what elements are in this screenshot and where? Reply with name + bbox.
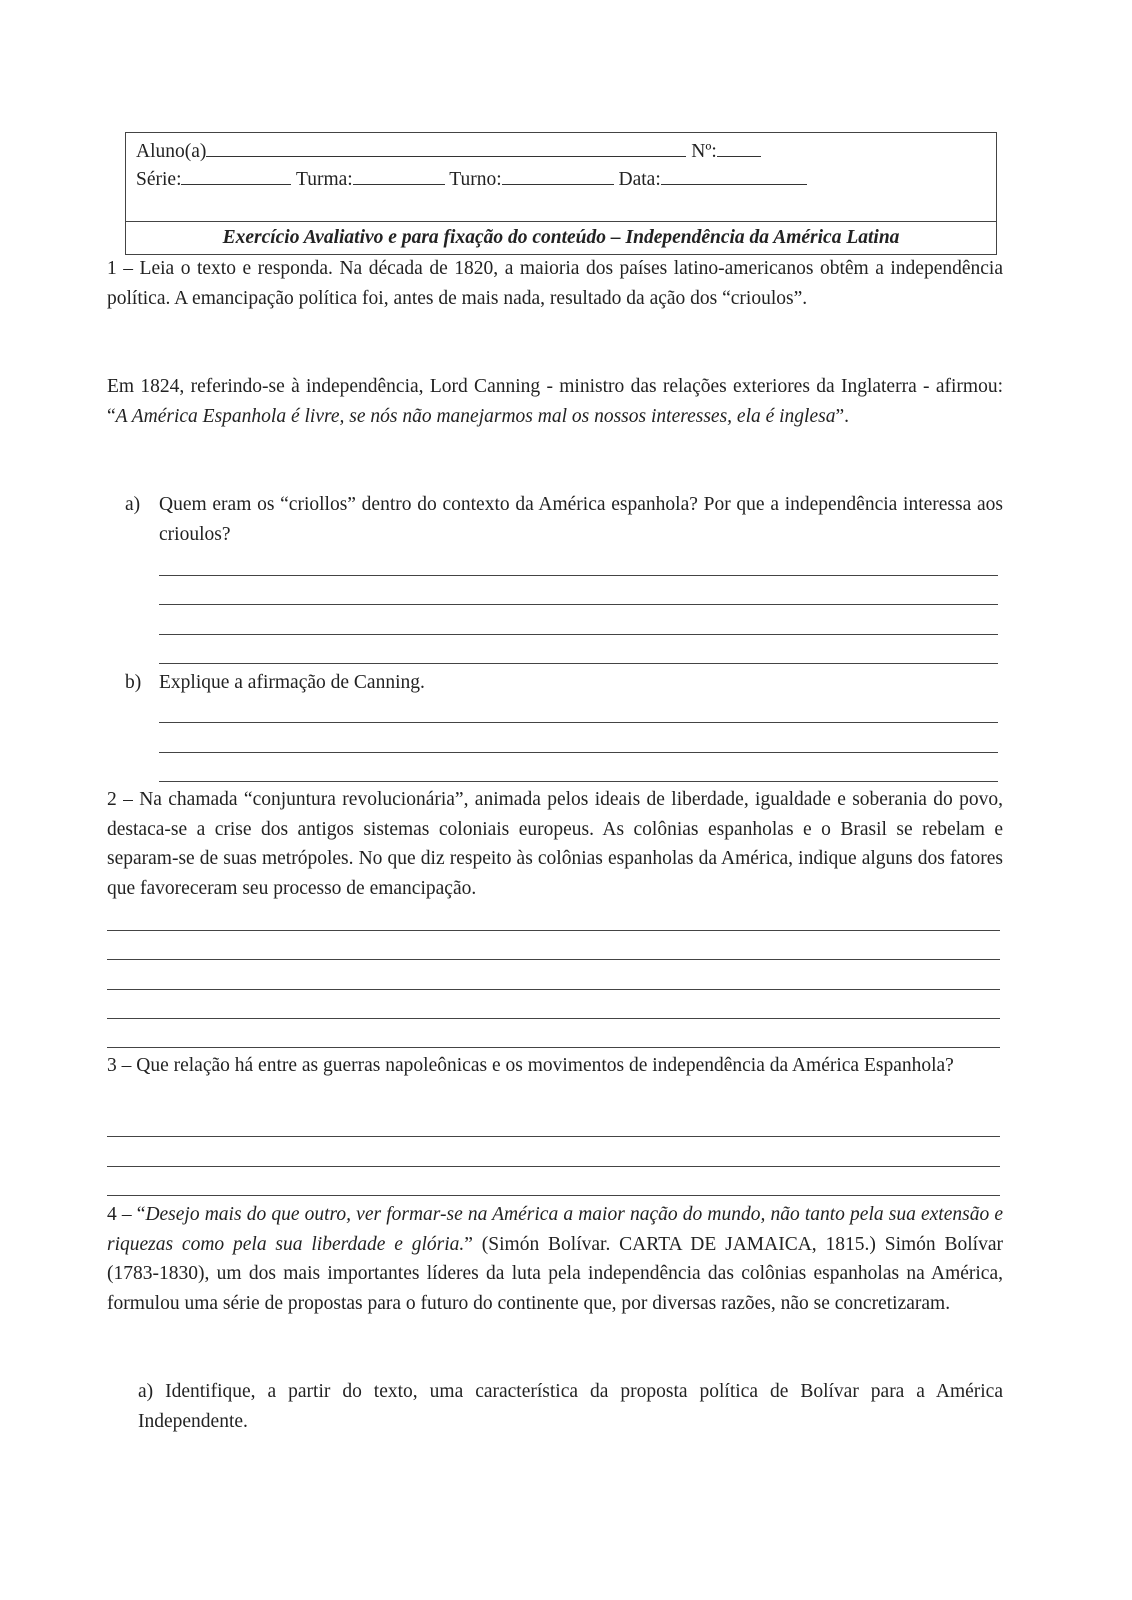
answer-line[interactable] [159,575,998,576]
answer-line[interactable] [159,781,998,782]
class-field[interactable] [353,166,445,185]
q1-context-end: ”. [835,405,850,427]
answer-line[interactable] [107,989,1000,990]
shift-label: Turno: [449,169,502,190]
answer-line[interactable] [107,1047,1000,1048]
class-info-row [136,166,807,192]
date-field[interactable] [661,166,807,185]
q3-text: 3 – Que relação há entre as guerras napoleônicas e os movimentos de independência da América Espanhola? [107,1055,954,1076]
q4-context: ” (Simón Bolívar. CARTA DE JAMAICA, 1815.) Simón Bolívar (1783-1830), um dos mais importantes líderes da luta pela independência das colônias espanholas na América, formulou uma série de propostas para o futuro do continente que, por diversas razões, não se concretizaram. [107,1233,1003,1315]
answer-line[interactable] [159,604,998,605]
answer-line[interactable] [159,722,998,723]
answer-line[interactable] [107,959,1000,960]
q4-text [107,1200,1003,1319]
q4a-text: a) Identifique, a partir do texto, uma característica da proposta política de Bolívar para a América Independente. [138,1381,1003,1432]
q1a-text: Quem eram os “criollos” dentro do contexto da América espanhola? Por que a independência interessa aos crioulos? [159,494,1003,545]
answer-line[interactable] [107,1195,1000,1196]
q4-number: 4 – “ [107,1204,146,1225]
class-label: Turma: [296,169,353,190]
number-field[interactable] [717,138,761,157]
date-label: Data: [618,169,661,190]
q1-intro: 1 – Leia o texto e responda. Na década de 1820, a maioria dos países latino-americanos obtêm a independência política. A emancipação política foi, antes de mais nada, resultado da ação dos “crioulos”. [107,258,1003,309]
q1a-label: a) [125,494,141,515]
answer-line[interactable] [107,1018,1000,1019]
q1b-text: Explique a afirmação de Canning. [159,672,425,693]
answer-line[interactable] [159,752,998,753]
canning-quote: A América Espanhola é livre, se nós não manejarmos mal os nossos interesses, ela é inglesa [115,405,836,427]
answer-line[interactable] [107,930,1000,931]
number-label: Nº: [691,141,717,162]
answer-line[interactable] [107,1136,1000,1137]
q1-context [107,372,1003,431]
page-title: Exercício Avaliativo e para fixação do conteúdo – Independência da América Latina [125,221,997,255]
shift-field[interactable] [502,166,614,185]
student-name-field[interactable] [206,138,686,157]
bolivar-quote: Desejo mais do que outro, ver formar-se na América a maior nação do mundo, não tanto pela sua extensão e riquezas como pela sua liberdade e glória. [107,1204,1004,1255]
answer-line[interactable] [159,634,998,635]
q1b-label: b) [125,672,142,693]
grade-field[interactable] [181,166,291,185]
answer-line[interactable] [159,663,998,664]
answer-line[interactable] [107,1166,1000,1167]
q1-context-text: Em 1824, referindo-se à independência, Lord Canning - ministro das relações exteriores da Inglaterra - afirmou: “ [107,376,1003,427]
student-row [136,138,761,164]
student-info-box [125,132,997,222]
grade-label: Série: [136,169,182,190]
student-label: Aluno(a) [136,141,207,162]
q2-text: 2 – Na chamada “conjuntura revolucionária”, animada pelos ideais de liberdade, igualdade e soberania do povo, destaca-se a crise dos antigos sistemas coloniais europeus. As colônias espanholas e o Brasil se rebelam e separam-se de suas metrópoles. No que diz respeito às colônias espanholas da América, indique alguns dos fatores que favoreceram seu processo de emancipação. [107,789,1003,900]
